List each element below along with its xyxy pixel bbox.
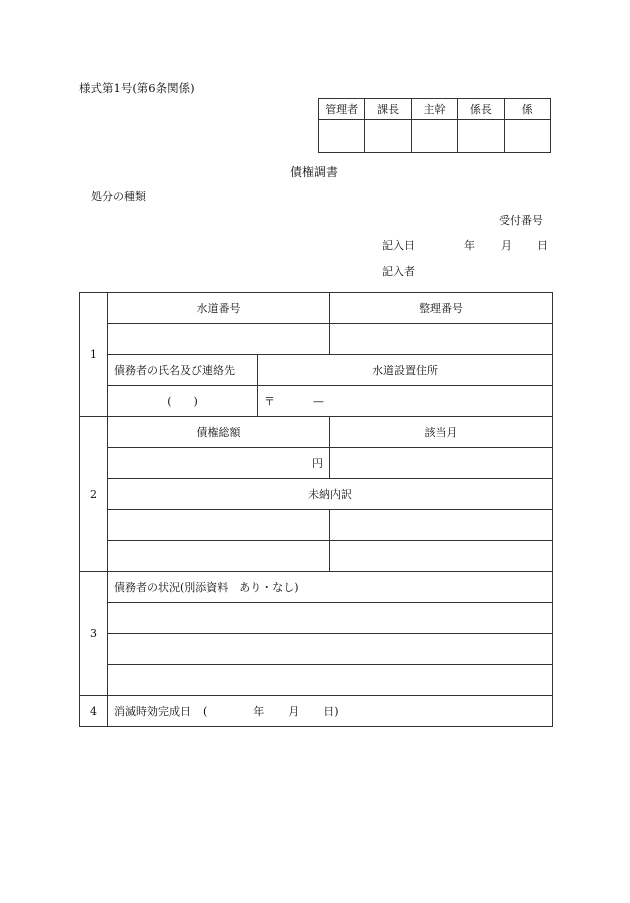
unpaid-breakdown-field-1a[interactable] <box>108 510 330 541</box>
water-number-label: 水道番号 <box>108 293 330 324</box>
entry-date-day: 日 <box>537 239 548 252</box>
applicable-month-label: 該当月 <box>330 417 553 448</box>
approval-header-subsection-chief: 係長 <box>458 99 504 120</box>
postal-dash: — <box>313 395 324 408</box>
approval-stamp-table <box>318 98 551 153</box>
stamp-cell-manager[interactable] <box>319 120 365 153</box>
water-number-field[interactable] <box>108 324 330 355</box>
unpaid-breakdown-field-2b[interactable] <box>330 541 553 572</box>
total-claim-field[interactable] <box>108 448 330 479</box>
total-claim-label: 債権総額 <box>108 417 330 448</box>
prescription-label: 消滅時効完成日 <box>114 705 191 718</box>
receipt-number-label: 受付番号 <box>499 214 543 227</box>
entry-date-label: 記入日 <box>382 239 415 252</box>
reference-number-field[interactable] <box>330 324 553 355</box>
approval-header-senior-officer: 主幹 <box>411 99 457 120</box>
phone-parens: ( ) <box>167 395 198 408</box>
water-installation-address-label: 水道設置住所 <box>258 355 553 386</box>
stamp-cell-senior-officer[interactable] <box>411 120 457 153</box>
debtor-status-line-3[interactable] <box>108 665 553 696</box>
disposition-type-label: 処分の種類 <box>91 190 146 203</box>
debtor-name-contact-label: 債務者の氏名及び連絡先 <box>108 355 258 386</box>
stamp-cell-section-chief[interactable] <box>365 120 411 153</box>
water-installation-address-field[interactable] <box>258 386 553 417</box>
debtor-status-line-1[interactable] <box>108 603 553 634</box>
prescription-year: 年 <box>253 705 265 718</box>
approval-header-manager: 管理者 <box>319 99 365 120</box>
approval-header-staff: 係 <box>504 99 550 120</box>
debtor-status-label: 債務者の状況(別添資料 あり・なし) <box>108 572 553 603</box>
unpaid-breakdown-field-1b[interactable] <box>330 510 553 541</box>
unpaid-breakdown-field-2a[interactable] <box>108 541 330 572</box>
section-3-number: 3 <box>80 572 108 696</box>
entry-date-month: 月 <box>501 239 512 252</box>
form-number: 様式第1号(第6条関係) <box>79 81 195 95</box>
debtor-status-line-2[interactable] <box>108 634 553 665</box>
prescription-month: 月 <box>288 705 300 718</box>
section-2-number: 2 <box>80 417 108 572</box>
applicable-month-field[interactable] <box>330 448 553 479</box>
document-title: 債権調書 <box>290 165 339 179</box>
stamp-cell-staff[interactable] <box>504 120 550 153</box>
reference-number-label: 整理番号 <box>330 293 553 324</box>
unpaid-breakdown-label: 未納内訳 <box>108 479 553 510</box>
section-4-number: 4 <box>80 696 108 727</box>
entry-person-label: 記入者 <box>382 265 415 278</box>
postal-mark: 〒 <box>264 395 275 408</box>
prescription-open-paren: ( <box>203 705 208 718</box>
section-1-number: 1 <box>80 293 108 417</box>
approval-header-section-chief: 課長 <box>365 99 411 120</box>
claim-investigation-table <box>79 292 553 727</box>
stamp-cell-subsection-chief[interactable] <box>458 120 504 153</box>
prescription-day-close: 日) <box>323 705 339 718</box>
prescription-date-field[interactable] <box>108 696 553 727</box>
yen-unit: 円 <box>312 457 323 470</box>
entry-date-year: 年 <box>464 239 475 252</box>
debtor-phone-field[interactable] <box>108 386 258 417</box>
